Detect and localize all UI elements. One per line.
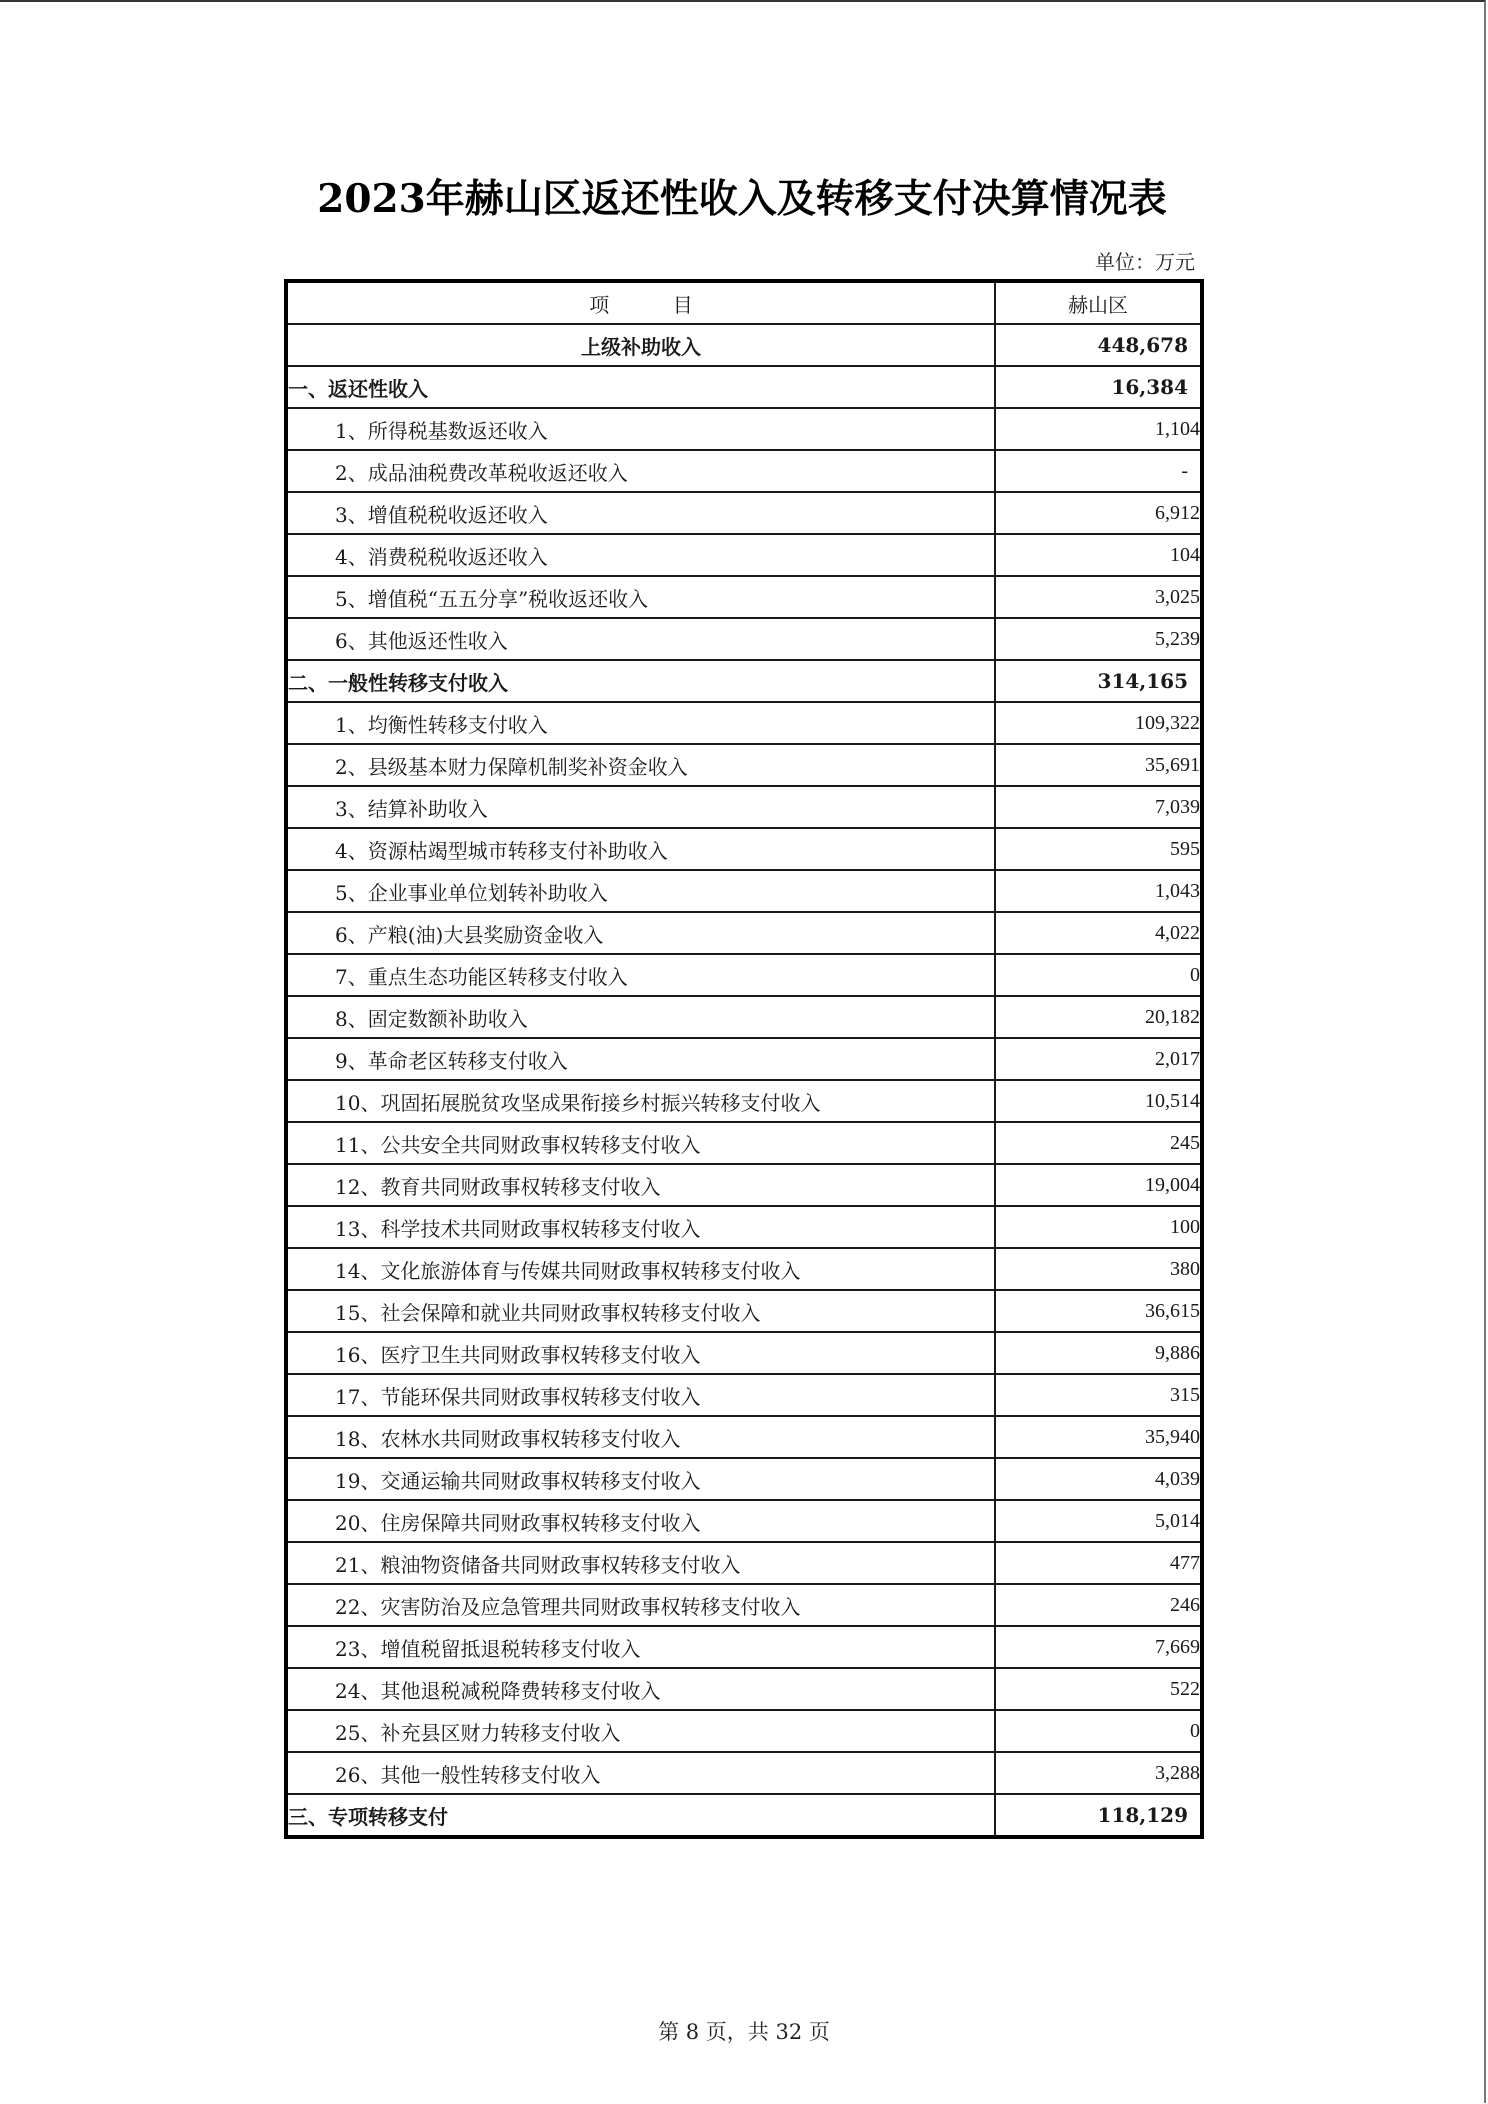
table-row [286,1626,1202,1668]
table-row [286,996,1202,1038]
row-label: 1、所得税基数返还收入 [286,408,995,450]
row-label: 6、产粮(油)大县奖励资金收入 [286,912,995,954]
row-label: 5、企业事业单位划转补助收入 [286,870,995,912]
table-row [286,786,1202,828]
row-label: 21、粮油物资储备共同财政事权转移支付收入 [286,1542,995,1584]
row-value: 0 [995,1710,1202,1752]
table-row [286,1122,1202,1164]
table-row [286,744,1202,786]
table-row [286,1458,1202,1500]
table-row [286,1542,1202,1584]
row-value: 245 [995,1122,1202,1164]
table-row [286,828,1202,870]
row-value: 20,182 [995,996,1202,1038]
table-row [286,1584,1202,1626]
row-value: 10,514 [995,1080,1202,1122]
table-row [286,450,1202,492]
row-value: 19,004 [995,1164,1202,1206]
row-value: 35,940 [995,1416,1202,1458]
table-row [286,534,1202,576]
table-row [286,1416,1202,1458]
row-label: 17、节能环保共同财政事权转移支付收入 [286,1374,995,1416]
row-label: 三、专项转移支付 [286,1794,995,1837]
table-row [286,1080,1202,1122]
row-label: 8、固定数额补助收入 [286,996,995,1038]
row-label: 5、增值税“五五分享”税收返还收入 [286,576,995,618]
row-label: 4、资源枯竭型城市转移支付补助收入 [286,828,995,870]
row-value: 380 [995,1248,1202,1290]
row-label: 1、均衡性转移支付收入 [286,702,995,744]
table-total-row [286,324,1202,366]
row-label: 7、重点生态功能区转移支付收入 [286,954,995,996]
row-value: 246 [995,1584,1202,1626]
row-label: 22、灾害防治及应急管理共同财政事权转移支付收入 [286,1584,995,1626]
row-value: 7,039 [995,786,1202,828]
table-row [286,702,1202,744]
row-label: 18、农林水共同财政事权转移支付收入 [286,1416,995,1458]
table-row [286,492,1202,534]
row-label: 13、科学技术共同财政事权转移支付收入 [286,1206,995,1248]
page-title: 2023年赫山区返还性收入及转移支付决算情况表 [317,176,1167,222]
row-value: 522 [995,1668,1202,1710]
row-label: 上级补助收入 [286,324,995,366]
row-label: 15、社会保障和就业共同财政事权转移支付收入 [286,1290,995,1332]
row-label: 20、住房保障共同财政事权转移支付收入 [286,1500,995,1542]
table-row [286,1290,1202,1332]
column-header-region: 赫山区 [995,281,1202,324]
row-value: 3,025 [995,576,1202,618]
row-value: 1,104 [995,408,1202,450]
row-label: 14、文化旅游体育与传媒共同财政事权转移支付收入 [286,1248,995,1290]
table-row [286,1500,1202,1542]
table-row [286,870,1202,912]
table-row [286,618,1202,660]
row-label: 19、交通运输共同财政事权转移支付收入 [286,1458,995,1500]
table-row [286,954,1202,996]
row-value: 6,912 [995,492,1202,534]
row-label: 3、增值税税收返还收入 [286,492,995,534]
row-value: 109,322 [995,702,1202,744]
row-value: 3,288 [995,1752,1202,1794]
row-value: 7,669 [995,1626,1202,1668]
row-label: 6、其他返还性收入 [286,618,995,660]
row-value: 448,678 [995,324,1202,366]
row-value: 5,239 [995,618,1202,660]
row-value: 0 [995,954,1202,996]
row-label: 2、县级基本财力保障机制奖补资金收入 [286,744,995,786]
row-value: 1,043 [995,870,1202,912]
row-value: 100 [995,1206,1202,1248]
table-row [286,1374,1202,1416]
table-section-row [286,660,1202,702]
row-label: 10、巩固拓展脱贫攻坚成果衔接乡村振兴转移支付收入 [286,1080,995,1122]
table-row [286,1038,1202,1080]
row-label: 23、增值税留抵退税转移支付收入 [286,1626,995,1668]
row-value: 4,039 [995,1458,1202,1500]
row-value: 36,615 [995,1290,1202,1332]
table-row [286,1248,1202,1290]
row-label: 3、结算补助收入 [286,786,995,828]
row-value: 9,886 [995,1332,1202,1374]
row-value: 104 [995,534,1202,576]
row-label: 9、革命老区转移支付收入 [286,1038,995,1080]
row-label: 11、公共安全共同财政事权转移支付收入 [286,1122,995,1164]
row-label: 25、补充县区财力转移支付收入 [286,1710,995,1752]
unit-label: 单位：万元 [1095,250,1195,274]
table-row [286,1668,1202,1710]
table-row [286,1206,1202,1248]
page-number: 第 8 页，共 32 页 [658,2020,830,2044]
table-row [286,1710,1202,1752]
table-row [286,912,1202,954]
row-value: 595 [995,828,1202,870]
table-section-row [286,1794,1202,1837]
table-row [286,1164,1202,1206]
table-row [286,1752,1202,1794]
row-value: 5,014 [995,1500,1202,1542]
row-value: 2,017 [995,1038,1202,1080]
column-header-item [286,281,995,324]
row-value: - [995,450,1202,492]
column-header-item-label: 项 目 [589,292,693,317]
row-label: 26、其他一般性转移支付收入 [286,1752,995,1794]
row-label: 16、医疗卫生共同财政事权转移支付收入 [286,1332,995,1374]
row-label: 24、其他退税减税降费转移支付收入 [286,1668,995,1710]
row-label: 一、返还性收入 [286,366,995,408]
row-label: 2、成品油税费改革税收返还收入 [286,450,995,492]
row-value: 118,129 [995,1794,1202,1837]
table-section-row [286,366,1202,408]
row-value: 314,165 [995,660,1202,702]
row-label: 12、教育共同财政事权转移支付收入 [286,1164,995,1206]
row-value: 16,384 [995,366,1202,408]
transfer-payment-table [284,279,1204,1839]
row-label: 4、消费税税收返还收入 [286,534,995,576]
row-value: 315 [995,1374,1202,1416]
row-value: 35,691 [995,744,1202,786]
table-row [286,408,1202,450]
row-value: 477 [995,1542,1202,1584]
table-header-row [286,281,1202,324]
table-row [286,1332,1202,1374]
row-value: 4,022 [995,912,1202,954]
table-row [286,576,1202,618]
row-label: 二、一般性转移支付收入 [286,660,995,702]
